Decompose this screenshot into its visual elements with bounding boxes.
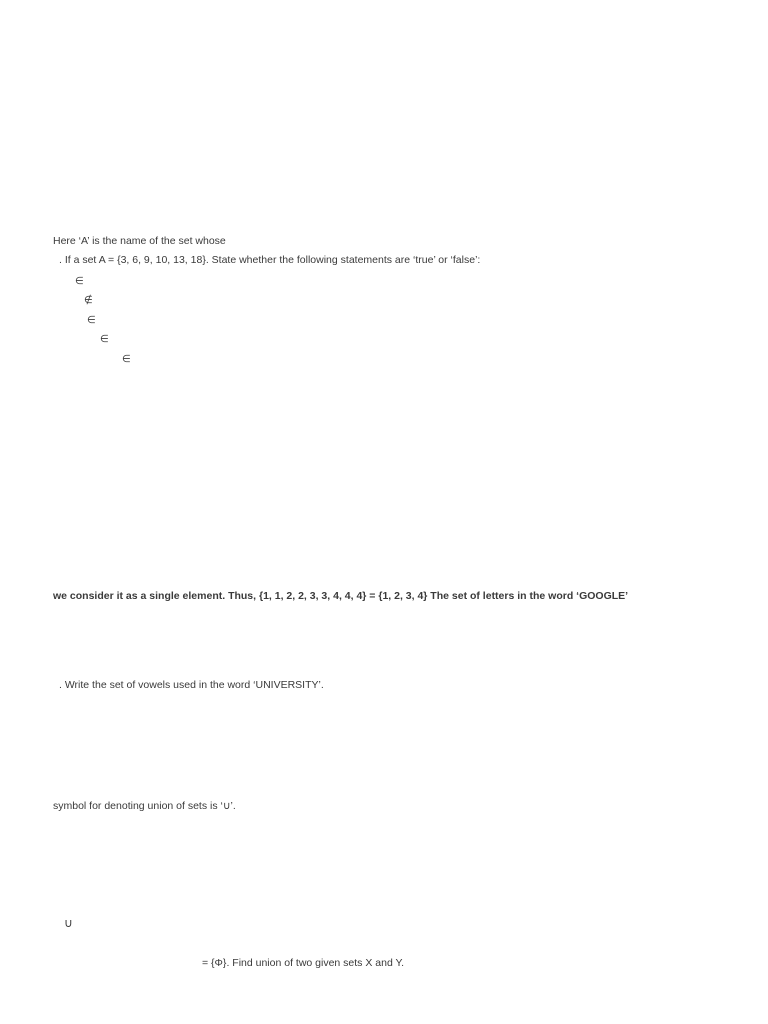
set-name-intro-text: Here ‘A’ is the name of the set whose [53,235,226,247]
element-of-symbol: ∈ [122,354,131,365]
element-of-symbol: ∈ [87,315,96,326]
element-of-symbol: ∈ [100,334,109,345]
union-symbol: ∪ [64,916,73,930]
element-of-symbol: ∈ [75,276,84,287]
set-a-question-text: . If a set A = {3, 6, 9, 10, 13, 18}. State whether the following statements are ‘true’ or ‘false’: [59,254,481,266]
union-symbol-text: symbol for denoting union of sets is ‘∪’. [53,800,236,812]
not-element-of-symbol: ∉ [84,295,93,306]
vowels-question-text: . Write the set of vowels used in the word ‘UNIVERSITY’. [59,679,324,691]
repeated-elements-text: we consider it as a single element. Thus, {1, 1, 2, 2, 3, 3, 4, 4, 4} = {1, 2, 3, 4} The set of letters in the word ‘GOOGLE’ [53,590,629,602]
union-question-text: = {Φ}. Find union of two given sets X and Y. [202,957,405,969]
